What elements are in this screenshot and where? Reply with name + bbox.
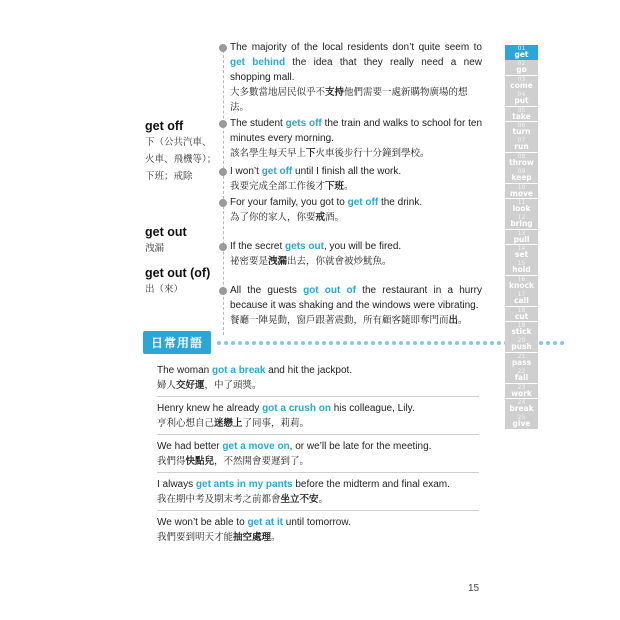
chapter-tab-stick[interactable]	[505, 322, 538, 337]
chapter-tab-knock[interactable]	[505, 276, 538, 291]
daily-chinese: 婦人交好運，中了頭獎。	[157, 380, 262, 391]
example-english: If the secret gets out, you will be fired.	[230, 241, 402, 252]
chapter-tab-number: 10	[517, 183, 526, 191]
example-english: The majority of the local residents don’t quite seem to get behind the idea that they really need a new shopping mall.	[230, 42, 482, 83]
chapter-tab-number: 12	[517, 214, 526, 222]
chapter-tab-pass[interactable]	[505, 353, 538, 368]
daily-phrase-item	[157, 401, 479, 431]
phrase-meaning: 洩漏	[145, 243, 165, 254]
daily-english: The woman got a break and hit the jackpot.	[157, 365, 353, 376]
daily-english: I always get ants in my pants before the midterm and final exam.	[157, 479, 450, 490]
chapter-tab-number: 15	[517, 260, 526, 268]
chapter-tab-word: pull	[513, 234, 530, 244]
example-chinese: 為了你的家人，你要戒酒。	[230, 212, 345, 223]
chapter-tab-word: hold	[512, 265, 531, 275]
chapter-tab-number: 06	[517, 121, 526, 129]
chapter-tab-number: 14	[517, 245, 526, 253]
bullet-dot	[219, 287, 227, 295]
chapter-tab-keep[interactable]	[505, 168, 538, 183]
chapter-tab-number: 23	[517, 383, 526, 391]
bullet-dot	[219, 199, 227, 207]
divider	[157, 472, 479, 473]
daily-phrases-header	[143, 331, 564, 354]
chapter-tab-push[interactable]	[505, 337, 538, 352]
phrase-title: get off	[145, 119, 184, 133]
example-chinese: 祕密要是洩漏出去，你就會被炒魷魚。	[230, 256, 392, 267]
chapter-tab-word: look	[512, 203, 531, 213]
example-entry	[230, 164, 482, 194]
chapter-tab-give[interactable]	[505, 414, 538, 429]
chapter-tab-number: 03	[517, 75, 526, 83]
chapter-tab-number: 16	[517, 275, 526, 283]
chapter-tab-take[interactable]	[505, 107, 538, 122]
daily-phrases-label: 日常用語	[143, 331, 211, 354]
example-entry	[230, 195, 482, 225]
chapter-tab-word: call	[514, 296, 529, 306]
chapter-tab-work[interactable]	[505, 384, 538, 399]
chapter-tab-go[interactable]	[505, 60, 538, 75]
chapter-tab-number: 05	[517, 106, 526, 114]
example-entry	[230, 40, 482, 115]
chapter-tab-turn[interactable]	[505, 122, 538, 137]
chapter-tab-word: get	[514, 50, 529, 59]
chapter-tab-word: break	[509, 403, 534, 413]
chapter-tab-number: 25	[517, 414, 526, 422]
chapter-tab-look[interactable]	[505, 199, 538, 214]
chapter-tab-move[interactable]	[505, 184, 538, 199]
chapter-index	[505, 45, 538, 430]
chapter-tab-number: 17	[517, 291, 526, 299]
phrase-title: get out	[145, 225, 187, 239]
chapter-tab-run[interactable]	[505, 137, 538, 152]
example-english: I won’t get off until I finish all the work.	[230, 166, 402, 177]
chapter-tab-break[interactable]	[505, 399, 538, 414]
chapter-tab-get[interactable]	[505, 45, 538, 60]
daily-phrase-item	[157, 363, 479, 393]
chapter-tab-number: 01	[517, 45, 526, 52]
phrase-meaning: 出（來）	[145, 284, 184, 295]
daily-phrase-item	[157, 477, 479, 507]
phrase-get-out-of	[145, 265, 220, 298]
daily-english: We had better get a move on, or we’ll be late for the meeting.	[157, 441, 432, 452]
chapter-tab-word: move	[510, 188, 533, 198]
chapter-tab-number: 18	[517, 306, 526, 314]
daily-english: We won’t be able to get at it until tomorrow.	[157, 517, 351, 528]
chapter-tab-call[interactable]	[505, 291, 538, 306]
chapter-tab-number: 19	[517, 322, 526, 330]
phrase-get-out	[145, 224, 220, 257]
chapter-tab-put[interactable]	[505, 91, 538, 106]
chapter-tab-word: set	[514, 250, 529, 260]
chapter-tab-number: 22	[517, 368, 526, 376]
chapter-tab-word: give	[512, 419, 531, 429]
chapter-tab-number: 21	[517, 352, 526, 360]
chapter-tab-word: put	[514, 96, 529, 106]
daily-english: Henry knew he already got a crush on his colleague, Lily.	[157, 403, 415, 414]
divider	[157, 510, 479, 511]
chapter-tab-bring[interactable]	[505, 214, 538, 229]
chapter-tab-word: work	[511, 388, 532, 398]
page-number: 15	[468, 583, 480, 594]
chapter-tab-number: 07	[517, 137, 526, 145]
example-chinese: 我要完成全部工作後才下班。	[230, 181, 354, 192]
chapter-tab-word: turn	[512, 126, 531, 136]
daily-chinese: 我們得快點兒，不然開會要遲到了。	[157, 456, 310, 467]
daily-chinese: 我在期中考及期末考之前都會坐立不安。	[157, 494, 329, 505]
bullet-dot	[219, 168, 227, 176]
example-english: For your family, you got to get off the drink.	[230, 197, 423, 208]
chapter-tab-number: 20	[517, 337, 526, 345]
example-entry	[230, 283, 482, 328]
example-english: All the guests got out of the restaurant in a hurry because it was shaking and the windows were vibrating.	[230, 285, 482, 311]
chapter-tab-word: take	[512, 111, 531, 121]
bullet-dot	[219, 243, 227, 251]
phrase-get-off	[145, 118, 220, 185]
chapter-tab-set[interactable]	[505, 245, 538, 260]
bullet-dot	[219, 120, 227, 128]
bullet-dot	[219, 44, 227, 52]
daily-phrase-item	[157, 439, 479, 469]
chapter-tab-word: knock	[509, 280, 534, 290]
example-entry	[230, 116, 482, 161]
chapter-tab-word: stick	[511, 327, 532, 337]
example-chinese: 大多數當地居民似乎不支持他們需要一處新購物廣場的想法。	[230, 87, 468, 113]
example-entry	[230, 239, 482, 269]
chapter-tab-word: come	[510, 80, 533, 90]
chapter-tab-word: keep	[511, 173, 532, 183]
example-chinese: 該名學生每天早上下火車後步行十分鐘到學校。	[230, 148, 430, 159]
chapter-tab-word: bring	[510, 219, 533, 229]
phrase-title: get out (of)	[145, 266, 211, 280]
chapter-tab-pull[interactable]	[505, 230, 538, 245]
chapter-tab-number: 09	[517, 168, 526, 176]
chapter-tab-number: 11	[517, 198, 526, 206]
chapter-tab-come[interactable]	[505, 76, 538, 91]
chapter-tab-word: run	[514, 142, 529, 152]
daily-chinese: 我們要到明天才能抽空處理。	[157, 532, 281, 543]
chapter-tab-number: 04	[517, 91, 526, 99]
chapter-tab-word: throw	[509, 157, 534, 167]
example-chinese: 餐廳一陣晃動，窗戶跟著震動，所有顧客隨即奪門而出。	[230, 315, 468, 326]
divider	[157, 396, 479, 397]
divider	[157, 434, 479, 435]
phrase-meaning: 下（公共汽車、火車、飛機等）；下班；戒除	[145, 137, 217, 182]
chapter-tab-number: 08	[517, 152, 526, 160]
chapter-tab-number: 24	[517, 398, 526, 406]
chapter-tab-word: push	[511, 342, 532, 352]
chapter-tab-cut[interactable]	[505, 307, 538, 322]
chapter-tab-word: pass	[511, 357, 532, 367]
chapter-tab-number: 02	[517, 60, 526, 68]
daily-chinese: 亨利心想自己迷戀上了同事，莉莉。	[157, 418, 310, 429]
chapter-tab-word: go	[516, 65, 527, 75]
chapter-tab-fall[interactable]	[505, 368, 538, 383]
chapter-tab-hold[interactable]	[505, 260, 538, 275]
chapter-tab-throw[interactable]	[505, 153, 538, 168]
chapter-tab-word: fall	[514, 373, 529, 383]
daily-phrase-item	[157, 515, 479, 545]
chapter-tab-word: cut	[514, 311, 529, 321]
example-english: The student gets off the train and walks to school for ten minutes every morning.	[230, 118, 483, 144]
chapter-tab-number: 13	[517, 229, 526, 237]
